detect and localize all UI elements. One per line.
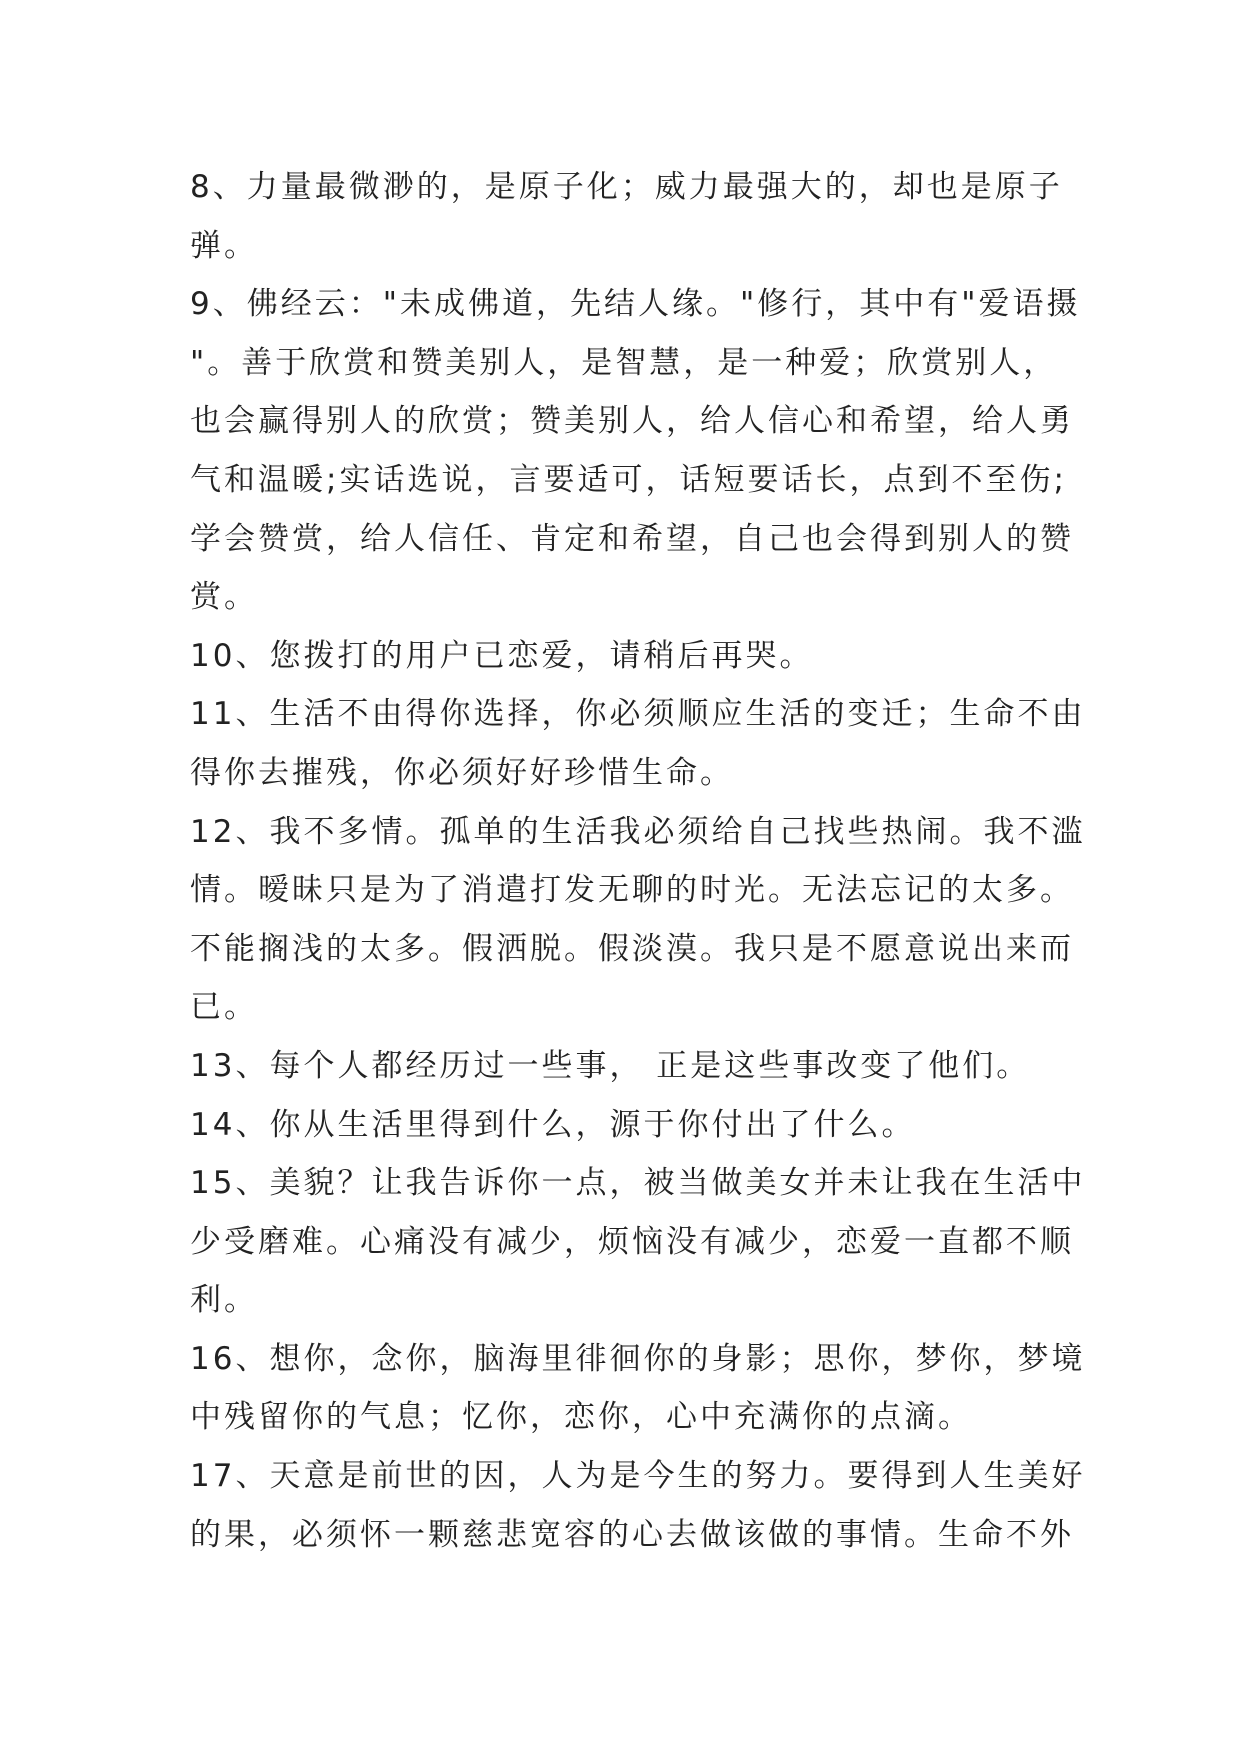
text-line: "。善于欣赏和赞美别人，是智慧，是一种爱；欣赏别人， [190,344,1058,381]
body-text [190,158,1086,1564]
text-line: 弹。 [190,227,258,264]
text-line: 12、我不多情。孤单的生活我必须给自己找些热闹。我不滥 [190,813,1086,850]
text-line: 17、天意是前世的因，人为是今生的努力。要得到人生美好 [190,1458,1086,1495]
text-line: 中残留你的气息；忆你，恋你，心中充满你的点滴。 [190,1399,972,1436]
text-line: 11、生活不由得你选择，你必须顺应生活的变迁；生命不由 [190,696,1086,733]
text-line: 气和温暖;实话选说，言要适可，话短要话长，点到不至伤; [190,461,1067,498]
text-line: 16、想你，念你，脑海里徘徊你的身影；思你，梦你，梦境 [190,1340,1086,1377]
text-line: 的果，必须怀一颗慈悲宽容的心去做该做的事情。生命不外 [190,1516,1074,1553]
text-line: 赏。 [190,579,258,616]
text-line: 也会赢得别人的欣赏；赞美别人，给人信心和希望，给人勇 [190,403,1074,440]
text-line: 已。 [190,989,258,1026]
text-line: 少受磨难。心痛没有减少，烦恼没有减少，恋爱一直都不顺 [190,1223,1074,1260]
text-line: 8、力量最微渺的，是原子化；威力最强大的，却也是原子 [190,169,1063,205]
text-line: 学会赞赏，给人信任、肯定和希望，自己也会得到别人的赞 [190,520,1074,557]
text-line: 14、你从生活里得到什么，源于你付出了什么。 [190,1106,916,1143]
text-line: 得你去摧残，你必须好好珍惜生命。 [190,754,734,791]
text-line: 15、美貌？让我告诉你一点，被当做美女并未让我在生活中 [190,1165,1086,1202]
text-line: 不能搁浅的太多。假洒脱。假淡漠。我只是不愿意说出来而 [190,930,1074,967]
text-line: 10、您拨打的用户已恋爱，请稍后再哭。 [190,637,814,674]
text-line: 9、佛经云："未成佛道，先结人缘。"修行，其中有"爱语摄 [190,286,1081,323]
text-line: 13、每个人都经历过一些事， 正是这些事改变了他们。 [190,1047,1031,1084]
text-line: 情。暧昧只是为了消遣打发无聊的时光。无法忘记的太多。 [190,872,1074,909]
text-line: 利。 [190,1282,258,1319]
